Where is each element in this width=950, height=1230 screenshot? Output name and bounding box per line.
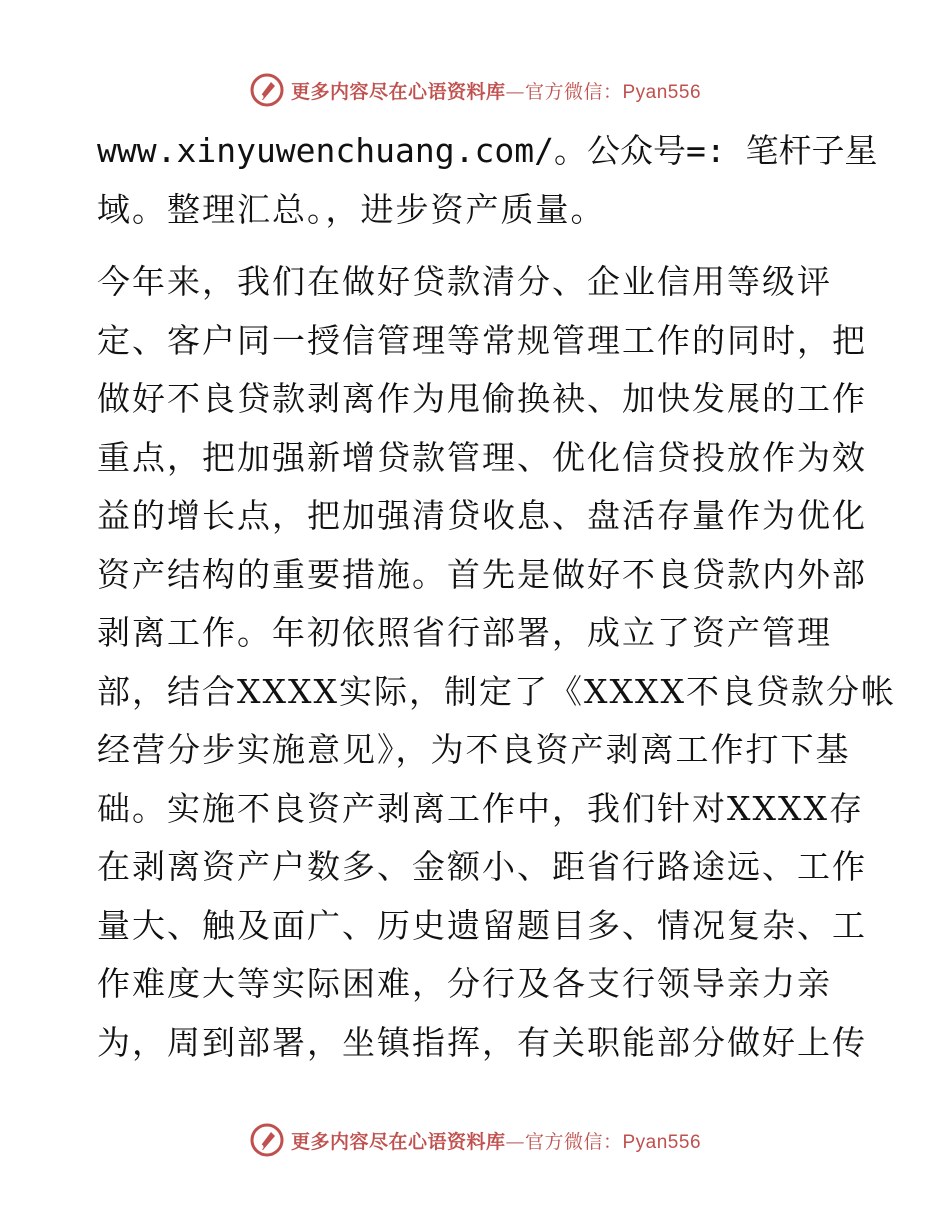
text-line: 域。整理汇总。，进步资产质量。 <box>97 189 606 229</box>
paragraph-gap <box>97 239 853 253</box>
text-line: 定、客户同一授信管理等常规管理工作的同时，把 <box>97 320 867 360</box>
footer-banner-wechat: 官方微信：Pyan556 <box>525 1131 702 1153</box>
text-line: 为，周到部署，坐镇指挥，有关职能部分做好上传 <box>97 1022 867 1062</box>
document-body <box>97 122 896 1072</box>
text-line: 量大、触及面广、历史遗留题目多、情况复杂、工 <box>97 905 867 945</box>
text-line: 今年来，我们在做好贷款清分、企业信用等级评 <box>97 262 832 301</box>
header-banner-main: 更多内容尽在心语资料库 <box>290 80 506 103</box>
header-banner <box>0 72 950 108</box>
footer-banner-separator: — <box>505 1130 525 1153</box>
footer-banner-main: 更多内容尽在心语资料库 <box>290 1130 506 1153</box>
text-line: 在剥离资产户数多、金额小、距省行路途远、工作 <box>97 847 867 886</box>
text-line: 作难度大等实际困难，分行及各支行领导亲力亲 <box>97 964 832 1003</box>
header-banner-separator: — <box>505 80 525 103</box>
footer-banner <box>0 1122 950 1158</box>
header-banner-text <box>291 77 701 104</box>
text-line: 础。实施不良资产剥离工作中，我们针对XXXX存 <box>97 788 864 828</box>
text-line: 经营分步实施意见》，为不良资产剥离工作打下基 <box>97 730 851 769</box>
text-line: 益的增长点，把加强清贷收息、盘活存量作为优化 <box>97 496 867 535</box>
footer-banner-text <box>291 1127 701 1154</box>
text-line: 重点，把加强新增贷款管理、优化信贷投放作为效 <box>97 437 867 477</box>
text-line: 资产结构的重要措施。首先是做好不良贷款内外部 <box>97 554 867 594</box>
pen-nib-logo-icon <box>249 72 285 108</box>
text-line: 剥离工作。年初依照省行部署，成立了资产管理 <box>97 613 832 652</box>
text-line: www.xinyuwenchuang.com/。公众号=: 笔杆子星 <box>97 131 878 170</box>
pen-nib-logo-icon <box>249 1122 285 1158</box>
text-line: 部，结合XXXX实际，制定了《XXXX不良贷款分帐 <box>97 671 896 711</box>
text-line: 做好不良贷款剥离作为甩偷换袂、加快发展的工作 <box>97 379 867 418</box>
header-banner-wechat: 官方微信：Pyan556 <box>525 81 702 103</box>
